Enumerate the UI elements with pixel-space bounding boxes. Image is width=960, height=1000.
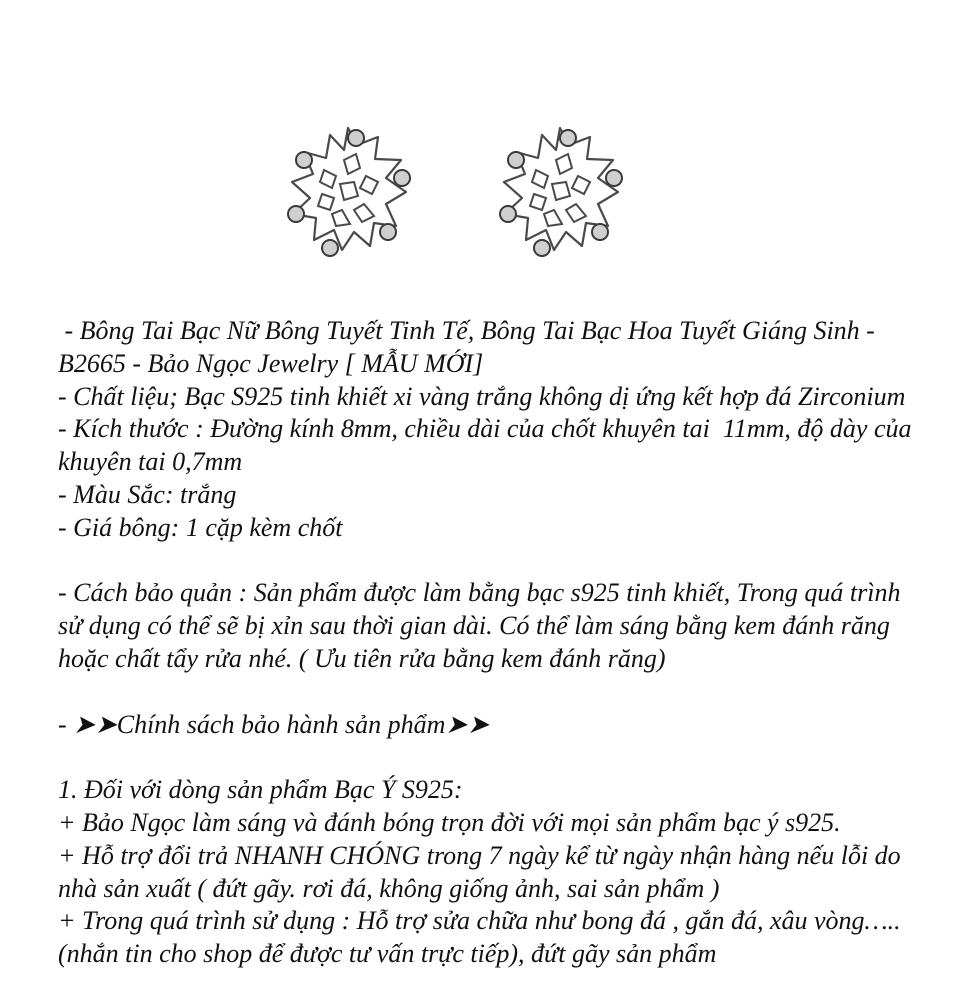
warranty-item: + Trong quá trình sử dụng : Hỗ trợ sửa chữa như bong đá , gắn đá, xâu vòng….. (nhắn tin cho shop để được tư vấn trực tiếp), đứt gãy sản phẩm [58,906,908,969]
warranty-item: + Hỗ trợ đổi trả NHANH CHÓNG trong 7 ngày kể từ ngày nhận hàng nếu lỗi do nhà sản xuất ( đứt gãy. rơi đá, không giống ảnh, sai sản phẩm ) [58,840,908,903]
size-line: - Kích thước : Đường kính 8mm, chiều dài của chốt khuyên tai 11mm, độ dày của khuyên tai 0,7mm [58,414,918,477]
care-instructions: - Cách bảo quản : Sản phẩm được làm bằng bạc s925 tinh khiết, Trong quá trình sử dụng có thể sẽ bị xỉn sau thời gian dài. Có thể làm sáng bằng kem đánh răng hoặc chất tẩy rửa nhé. ( Ưu tiên rửa bằng kem đánh răng) [58,578,907,673]
spacer [58,676,918,709]
warranty-section-title: 1. Đối với dòng sản phẩm Bạc Ý S925: [58,775,463,805]
price-unit-line: - Giá bông: 1 cặp kèm chốt [58,512,343,542]
product-description [58,315,918,971]
product-image [270,105,670,290]
warranty-heading: - ➤➤Chính sách bảo hành sản phẩm➤➤ [58,709,489,739]
spacer [58,545,918,578]
color-line: - Màu Sắc: trắng [58,479,237,509]
right-earring [500,128,622,256]
left-earring [288,128,410,256]
product-title: - Bông Tai Bạc Nữ Bông Tuyết Tinh Tế, Bông Tai Bạc Hoa Tuyết Giáng Sinh - B2665 - Bảo Ngọc Jewelry [ MẪU MỚI] [58,316,882,378]
material-line: - Chất liệu; Bạc S925 tinh khiết xi vàng trắng không dị ứng kết hợp đá Zirconium [58,381,906,411]
spacer [58,741,918,774]
snowflake-earrings-illustration [270,105,670,290]
warranty-item: + Bảo Ngọc làm sáng và đánh bóng trọn đời với mọi sản phẩm bạc ý s925. [58,807,841,837]
